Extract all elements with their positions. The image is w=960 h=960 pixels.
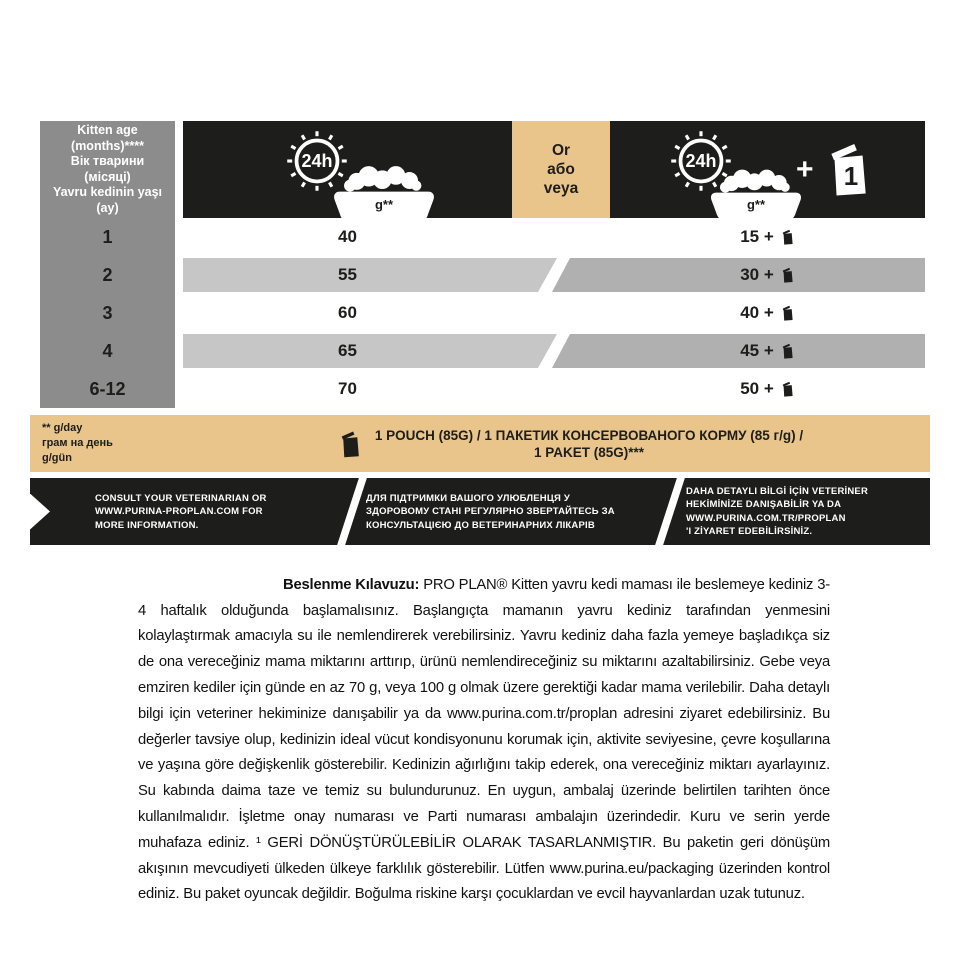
feeding-guide-body: PRO PLAN® Kitten yavru kedi maması ile beslemeye kediniz 3-4 haftalık olduğunda başlamalısınız. Başlangıçta mamanın yavru kediniz tarafından yenmesini kolaylaştırmak amacıyla su ile nemlendirerek verebilirsiniz. Yavru kediniz daha fazla yemeye başladıkça siz de ona vereceğiniz mama miktarını arttırıp, ürünü nemlendireceğiniz su miktarını azaltabilirsiniz. Gebe veya emziren kediler için günde en az 70 g, veya 100 g olmak üzere gerektiği kadar mama verilebilir. Daha detaylı bilgi için veteriner hekiminize danışabilir ya da www.purina.com.tr/proplan adresini ziyaret edebilirsiniz. Bu değerler tavsiye olup, kedinizin ideal vücut kondisyonunu korumak için, aktivite seviyesine, çevre koşullarına ve yaşına göre değişkenlik gösterebilir. Kedinizin ağırlığını takip ederek, ona vereceğiniz miktarı ayarlayınız. Su kabında daima taze ve temiz su bulundurunuz. En uygun, ambalaj üzerinde belirtilen tarihten önce kullanılmalıdır. İşletme onay numarası ve Parti numarası ambalajın üzerindedir. Kuru ve serin yerde muhafaza ediniz. ¹ GERİ DÖNÜŞTÜRÜLEBİLİR OLARAK TASARLANMIŞTIR. Bu paketin geri dönüşüm akışının mevcudiyeti ülkeden ülkeye farklılık gösterebilir. Lütfen www.purina.eu/packaging üzerinden kontrol ediniz. Bu paket oyuncak değildir. Boğulma riskine karşı çocuklardan ve evcil hayvanlardan uzak tutunuz. xyxy=(138,576,830,903)
age-column xyxy=(40,121,175,408)
age-row-label: 3 xyxy=(102,302,113,323)
mixed-amount-value: 30 + xyxy=(740,265,774,284)
banner-text-en xyxy=(95,491,335,532)
age-header-line: Yavru kedinin yaşı xyxy=(52,185,163,199)
banner-uk-line: КОНСУЛЬТАЦІЄЮ ДО ВЕТЕРИНАРНИХ ЛІКАРІВ xyxy=(366,519,595,531)
clock-24h-label: 24h xyxy=(301,150,333,171)
age-header-line: (ay) xyxy=(96,200,119,215)
pouch-equivalence-line-1: 1 POUCH (85G) / 1 ПАКЕТИК КОНСЕРВОВАНОГО КОРМУ (85 г/g) / xyxy=(374,427,804,443)
pouch-equivalence-line-2: 1 PAKET (85G)*** xyxy=(533,444,644,460)
feeding-guide-paragraph xyxy=(138,573,830,908)
feeding-guide-heading: Beslenme Kılavuzu: xyxy=(283,576,420,593)
mixed-amount-value: 50 + xyxy=(740,379,774,398)
dry-amount: 65 xyxy=(338,341,357,360)
or-label-en: Or xyxy=(551,142,571,159)
age-column-header xyxy=(40,121,175,218)
mixed-amount-value: 15 + xyxy=(740,227,774,246)
plus-sign: + xyxy=(796,153,814,186)
pouch-icon xyxy=(780,342,795,360)
units-footnote-band xyxy=(30,415,930,472)
food-bowl-icon xyxy=(710,165,802,225)
mixed-amount xyxy=(610,370,925,408)
veterinarian-banner xyxy=(30,478,930,545)
pouch-count-label: 1 xyxy=(843,161,859,191)
banner-tr-line: 'I ZİYARET EDEBİLİRSİNİZ. xyxy=(686,526,813,537)
pouch-icon xyxy=(780,304,795,322)
units-line-tr: g/gün xyxy=(42,452,72,464)
age-header-line: (місяці) xyxy=(84,169,131,184)
pouch-equivalence-text xyxy=(375,427,803,461)
mixed-amount xyxy=(610,256,925,294)
divider-slash xyxy=(336,478,368,545)
table-row xyxy=(183,294,925,332)
clock-24h-label: 24h xyxy=(685,150,717,171)
mixed-amount xyxy=(610,218,925,256)
pouch-icon xyxy=(780,266,795,284)
mixed-amount xyxy=(610,294,925,332)
grams-label: g** xyxy=(374,196,394,212)
dry-amount: 55 xyxy=(338,265,357,284)
pouch-icon xyxy=(780,380,795,398)
grams-label: g** xyxy=(746,197,766,213)
age-header-line: Вік тварини xyxy=(70,154,145,168)
or-label-uk: або xyxy=(547,161,575,178)
age-row-label: 4 xyxy=(102,340,113,361)
table-row xyxy=(183,218,925,256)
dry-food-header xyxy=(183,121,512,218)
dry-amount: 40 xyxy=(338,227,357,246)
units-line-uk: грам на день xyxy=(42,437,113,449)
banner-uk-line: ДЛЯ ПІДТРИМКИ ВАШОГО УЛЮБЛЕНЦЯ У xyxy=(366,492,570,504)
age-header-line: Kitten age xyxy=(77,123,138,137)
age-row-label: 2 xyxy=(102,264,113,285)
table-row xyxy=(183,370,925,408)
age-row-label: 6-12 xyxy=(89,378,126,399)
banner-uk-line: ЗДОРОВОМУ СТАНІ РЕГУЛЯРНО ЗВЕРТАЙТЕСЬ ЗА xyxy=(366,505,615,517)
mixed-amount xyxy=(610,332,925,370)
table-header xyxy=(183,121,925,218)
table-row xyxy=(183,256,925,294)
mixed-feeding-header xyxy=(610,121,925,218)
mixed-amount-value: 40 + xyxy=(740,303,774,322)
banner-text-uk xyxy=(366,491,658,532)
divider-slash xyxy=(654,478,686,545)
dry-amount: 60 xyxy=(338,303,357,322)
or-column-header xyxy=(512,121,610,218)
dry-amount: 70 xyxy=(338,379,357,398)
mixed-amount-value: 45 + xyxy=(740,341,774,360)
banner-tr-line: WWW.PURINA.COM.TR/PROPLAN xyxy=(686,512,846,524)
banner-tr-line: HEKİMİNİZE DANIŞABİLİR YA DA xyxy=(686,499,842,510)
pouch-icon xyxy=(337,428,363,460)
units-line-en: ** g/day xyxy=(42,422,83,434)
or-label-tr: veya xyxy=(543,180,579,197)
wet-pouch-icon xyxy=(822,139,874,199)
banner-en-line: MORE INFORMATION. xyxy=(95,519,199,531)
banner-en-line: WWW.PURINA-PROPLAN.COM FOR xyxy=(95,505,263,517)
units-legend xyxy=(42,421,113,466)
age-row-label: 1 xyxy=(102,226,113,247)
age-header-line: (months)**** xyxy=(71,138,144,153)
table-row xyxy=(183,332,925,370)
feeding-table xyxy=(183,121,925,408)
banner-tr-line: DAHA DETAYLI BİLGİ İÇİN VETERİNER xyxy=(686,485,869,497)
ribbon-notch xyxy=(30,494,50,530)
banner-text-tr xyxy=(686,485,928,539)
pouch-equivalence xyxy=(250,415,890,472)
pouch-icon xyxy=(780,228,795,246)
banner-en-line: CONSULT YOUR VETERINARIAN OR xyxy=(95,492,267,504)
